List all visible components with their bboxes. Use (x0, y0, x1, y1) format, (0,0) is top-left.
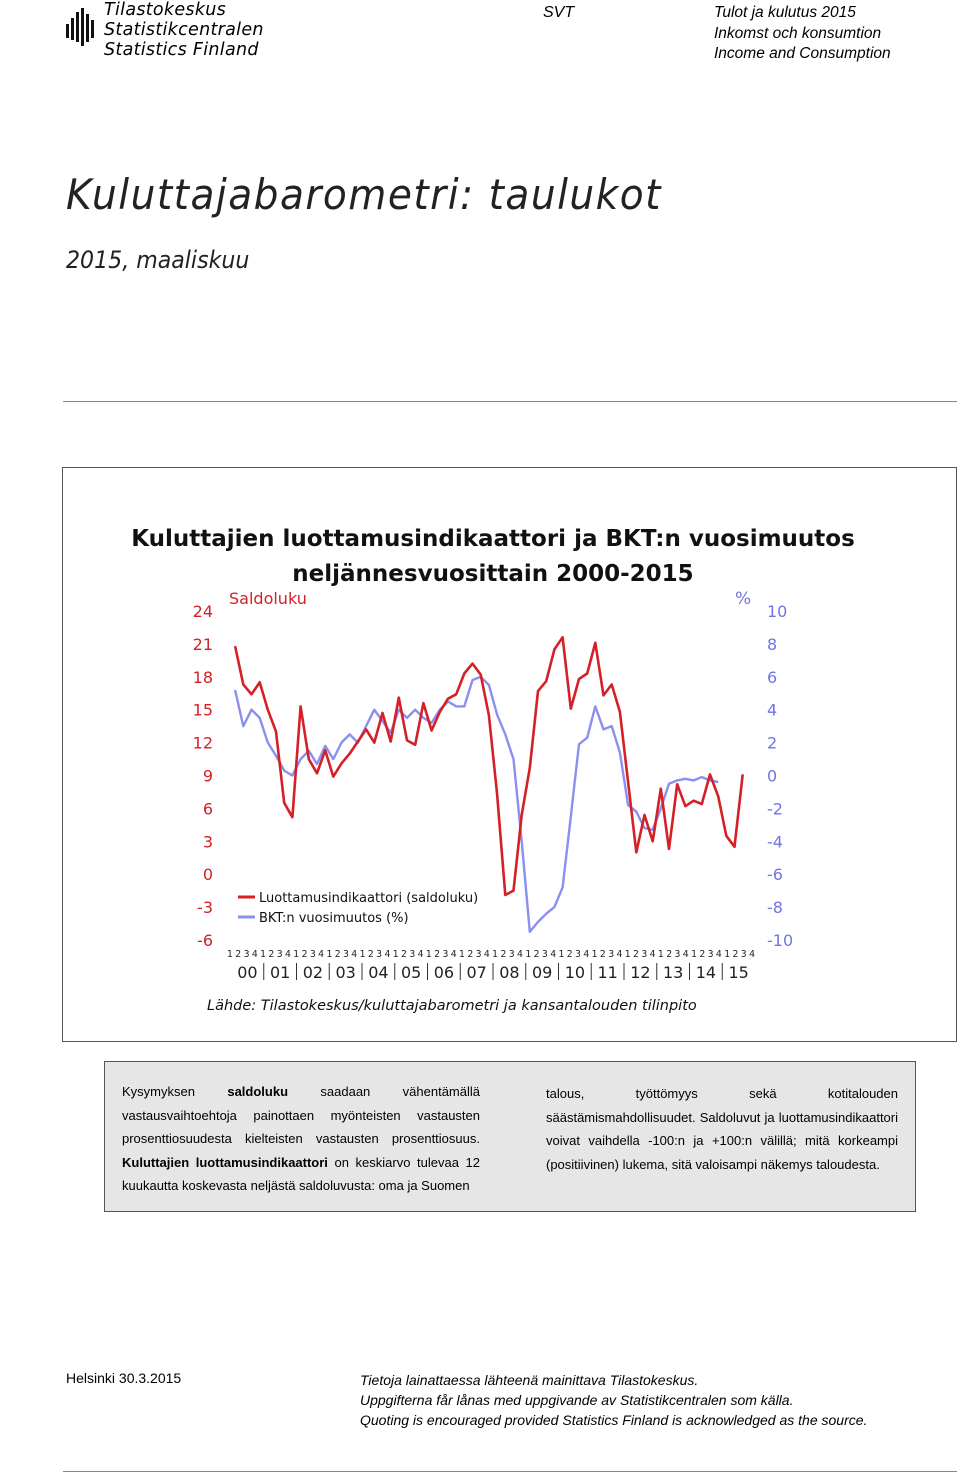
chart-frame (62, 467, 957, 1042)
right-tick-label: 6 (767, 667, 778, 687)
right-tick-label: -6 (767, 865, 783, 885)
left-tick-label: 15 (192, 700, 213, 720)
year-label: 03 (335, 963, 356, 982)
right-axis-label: % (735, 589, 752, 609)
series-name (714, 3, 891, 65)
definition-text-right: talous, työttömyys sekä kotitalouden säästämismahdollisuudet. Saldoluvut ja luottamusindikaattori voivat vaihdella -100:n ja +100:n välillä; mitä korkeampi (positiivinen) lukema, sitä valoisampi näkemys taloudesta. (546, 1086, 898, 1172)
year-label: 13 (662, 963, 684, 982)
right-tick-label: -4 (767, 832, 783, 852)
chart-source: Lähde: Tilastokeskus/kuluttajabarometri ja kansantalouden tilinpito (207, 998, 697, 1014)
chart-title-line: Kuluttajien luottamusindikaattori ja BKT:n vuosimuutos (131, 526, 855, 552)
year-label: 09 (531, 963, 553, 982)
left-axis-label: Saldoluku (229, 589, 307, 608)
year-label: 01 (269, 963, 291, 982)
year-label: 10 (564, 963, 586, 982)
top-divider (63, 401, 957, 402)
definition-run: Kysymyksen (122, 1084, 228, 1099)
legend-label: Luottamusindikaattori (saldoluku) (259, 891, 479, 906)
left-tick-label: 9 (202, 766, 213, 786)
definition-run: on keskiarvo tulevaa 12 kuukautta koskevasta neljästä saldoluvusta: oma ja Suomen (122, 1154, 480, 1193)
left-tick-label: 0 (202, 865, 213, 885)
definition-run: saadaan vähentämällä vastausvaihtoehtoja painottaen myönteisten vastausten prosenttiosuudesta kielteisten vastausten prosenttiosuus. (122, 1084, 480, 1146)
page-title: Kuluttajabarometri: taulukot (66, 170, 662, 219)
right-tick-label: -10 (767, 931, 794, 950)
publication-date: Helsinki 30.3.2015 (66, 1370, 182, 1386)
year-label: 14 (695, 963, 717, 982)
logo-line-en: Statistics Finland (104, 40, 259, 60)
right-tick-label: -8 (767, 898, 783, 918)
definition-term: saldoluku (227, 1084, 289, 1099)
left-tick-label: 3 (202, 832, 213, 852)
left-tick-label: 21 (192, 634, 213, 654)
citation-note-fi: Tietoja lainattaessa lähteenä mainittava Tilastokeskus. (360, 1372, 699, 1388)
year-label: 07 (466, 963, 487, 982)
definition-term: Kuluttajien luottamusindikaattori (122, 1154, 328, 1170)
year-label: 04 (368, 963, 389, 982)
year-label: 08 (499, 963, 520, 982)
definition-box (104, 1061, 916, 1212)
bottom-divider (63, 1471, 957, 1472)
right-tick-label: 2 (767, 733, 778, 753)
series-line-en: Income and Consumption (714, 45, 891, 62)
year-label: 11 (597, 963, 618, 982)
series-line-fi: Tulot ja kulutus 2015 (714, 4, 856, 21)
year-label: 15 (728, 963, 749, 982)
year-label: 02 (302, 963, 324, 982)
logo-line-fi: Tilastokeskus (104, 0, 227, 20)
confidence-gdp-chart (63, 468, 956, 1041)
year-label: 00 (237, 963, 258, 982)
left-tick-label: 24 (192, 602, 213, 621)
page-subtitle: 2015, maaliskuu (66, 246, 250, 274)
year-label: 12 (630, 963, 651, 982)
left-tick-label: 12 (192, 733, 213, 753)
left-tick-label: 18 (192, 667, 213, 687)
statistics-finland-logo-icon (66, 6, 96, 54)
year-label: 05 (400, 963, 422, 982)
right-tick-label: -2 (767, 799, 783, 819)
confidence-indicator-line (235, 637, 743, 895)
citation-note-sv: Uppgifterna får lånas med uppgivande av Statistikcentralen som källa. (360, 1392, 794, 1408)
svt-label: SVT (543, 4, 575, 21)
citation-notes (360, 1370, 867, 1430)
series-line-sv: Inkomst och konsumtion (714, 24, 882, 42)
definition-text-left (122, 1080, 480, 1198)
left-tick-label: -3 (197, 898, 213, 918)
chart-title-line: neljännesvuosittain 2000-2015 (292, 561, 694, 587)
right-tick-label: 8 (767, 634, 778, 654)
right-tick-label: 0 (767, 766, 778, 786)
legend-label: BKT:n vuosimuutos (%) (259, 911, 409, 926)
year-label: 06 (433, 963, 455, 982)
citation-note-en: Quoting is encouraged provided Statistics Finland is acknowledged as the source. (360, 1412, 868, 1428)
right-tick-label: 4 (767, 700, 778, 720)
left-tick-label: 6 (202, 799, 213, 819)
left-tick-label: -6 (197, 931, 213, 950)
quarter-axis-labels: 1 2 3 4 1 2 3 4 1 2 3 4 1 2 3 4 1 2 3 4 1 2 3 4 1 2 3 4 1 2 3 4 1 2 3 4 1 2 3 4 1 2 3 4 1 2 3 4 1 2 3 4 1 2 3 4 1 2 3 4 1 2 3 4 (227, 949, 755, 960)
logo-line-sv: Statistikcentralen (104, 20, 264, 40)
logo-wordmark (104, 0, 264, 60)
right-tick-label: 10 (767, 602, 788, 621)
